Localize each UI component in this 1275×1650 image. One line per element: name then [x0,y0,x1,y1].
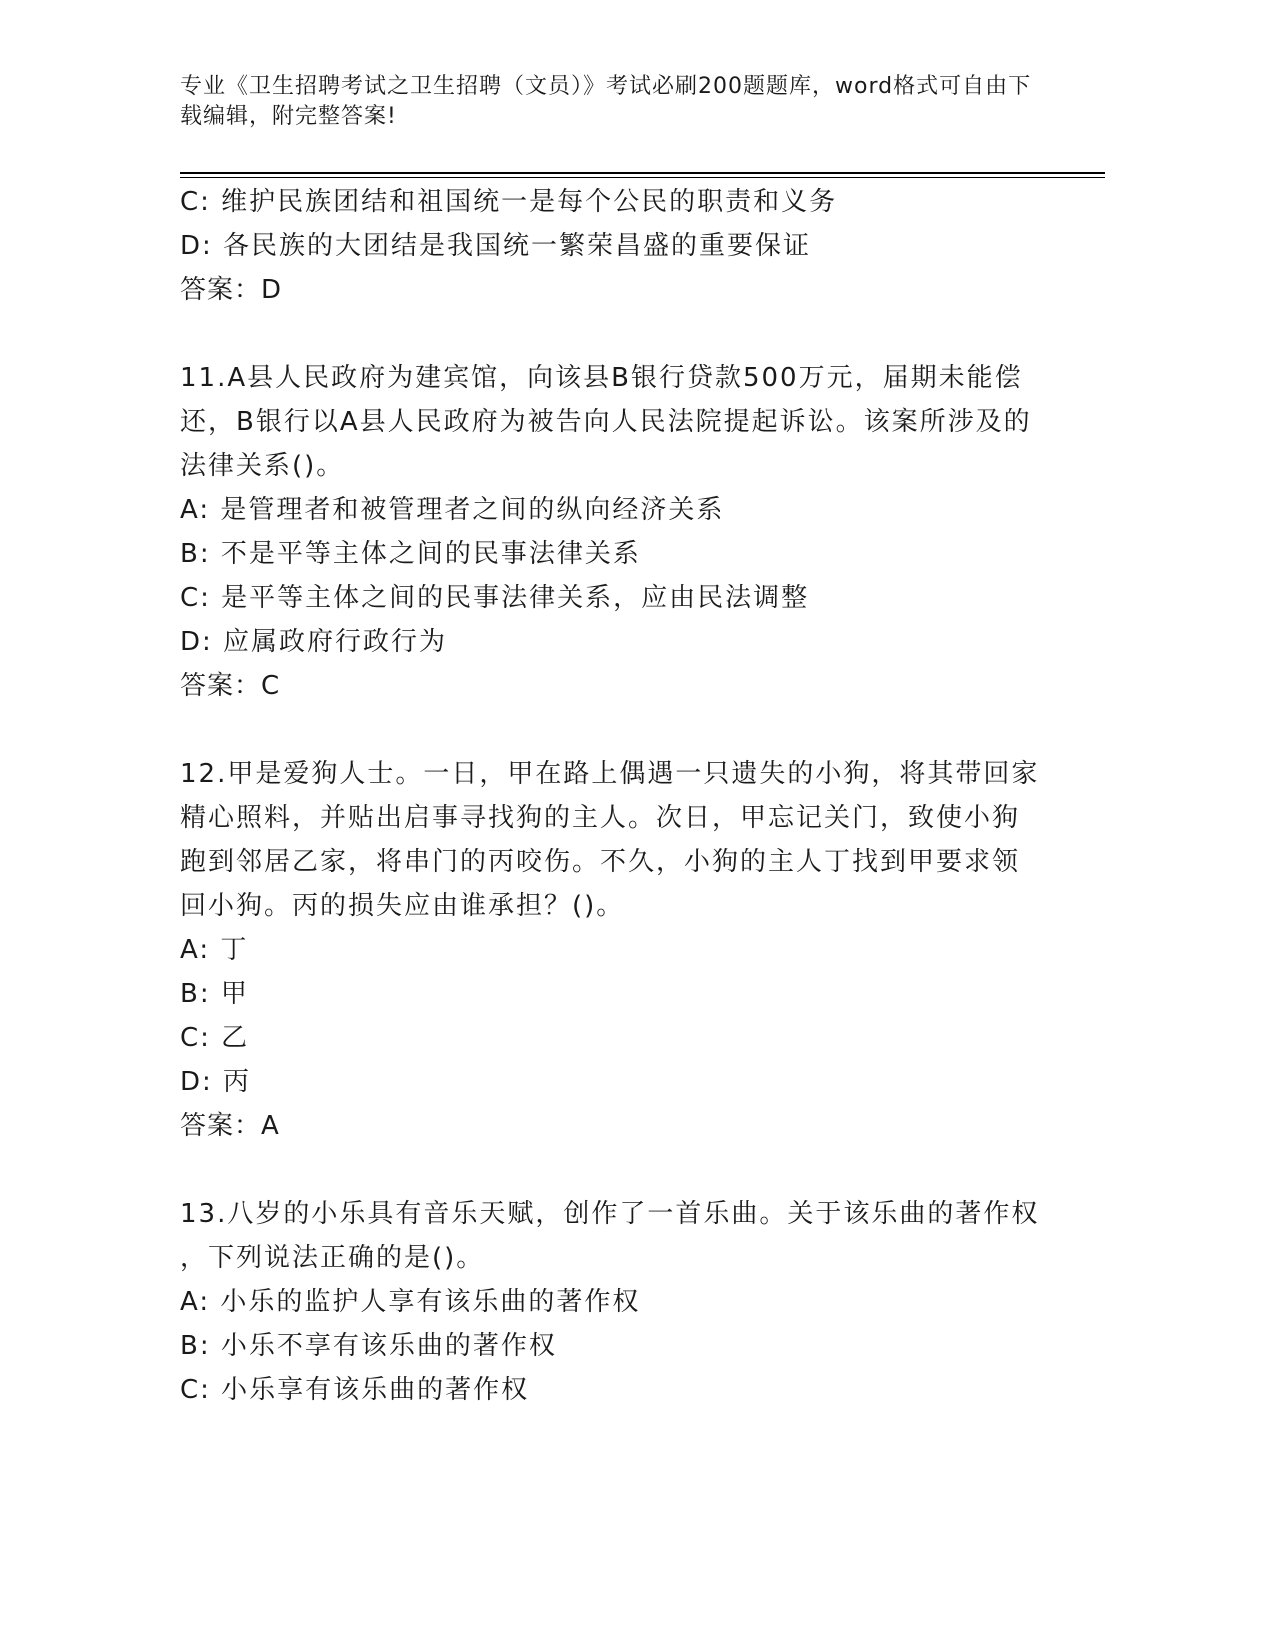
header-rule-thin [180,177,1105,178]
header-rule-thick [180,172,1105,174]
spacer [180,1148,1060,1192]
document-header: 专业《卫生招聘考试之卫生招聘（文员）》考试必刷200题题库，word格式可自由下载编辑，附完整答案! [180,74,1032,129]
spacer [180,708,1060,752]
option-c: C: 维护民族团结和祖国统一是每个公民的职责和义务 [180,187,838,217]
option-b: B: 小乐不享有该乐曲的著作权 [180,1331,557,1361]
option-c: C: 小乐享有该乐曲的著作权 [180,1375,530,1405]
option-d: D: 应属政府行政行为 [180,627,448,657]
question-stem-line: 11.A县人民政府为建宾馆，向该县B银行贷款500万元，届期未能偿 [180,363,1023,393]
spacer [180,312,1060,356]
question-11 [180,356,1060,708]
document-body [180,180,1060,1412]
question-stem-line: 13.八岁的小乐具有音乐天赋，创作了一首乐曲。关于该乐曲的著作权 [180,1199,1040,1229]
option-a: A: 丁 [180,935,249,965]
option-a: A: 是管理者和被管理者之间的纵向经济关系 [180,495,725,525]
question-stem-line: 12.甲是爱狗人士。一日，甲在路上偶遇一只遗失的小狗，将其带回家 [180,759,1040,789]
question-stem-line: ，下列说法正确的是()。 [180,1243,485,1273]
option-d: D: 各民族的大团结是我国统一繁荣昌盛的重要保证 [180,231,812,261]
answer-line: 答案：A [180,1111,280,1141]
question-stem-line: 回小狗。丙的损失应由谁承担？()。 [180,891,625,921]
question-stem-line: 还，B银行以A县人民政府为被告向人民法院提起诉讼。该案所涉及的 [180,407,1032,437]
option-c: C: 是平等主体之间的民事法律关系，应由民法调整 [180,583,810,613]
question-12 [180,752,1060,1148]
option-b: B: 甲 [180,979,249,1009]
question-13 [180,1192,1060,1412]
question-10-tail [180,180,1060,312]
option-c: C: 乙 [180,1023,250,1053]
answer-line: 答案：D [180,275,283,305]
option-d: D: 丙 [180,1067,252,1097]
option-b: B: 不是平等主体之间的民事法律关系 [180,539,641,569]
question-stem-line: 跑到邻居乙家，将串门的丙咬伤。不久，小狗的主人丁找到甲要求领 [180,847,1021,877]
question-stem-line: 精心照料，并贴出启事寻找狗的主人。次日，甲忘记关门，致使小狗 [180,803,1021,833]
question-stem-line: 法律关系()。 [180,451,345,481]
answer-line: 答案：C [180,671,281,701]
option-a: A: 小乐的监护人享有该乐曲的著作权 [180,1287,641,1317]
